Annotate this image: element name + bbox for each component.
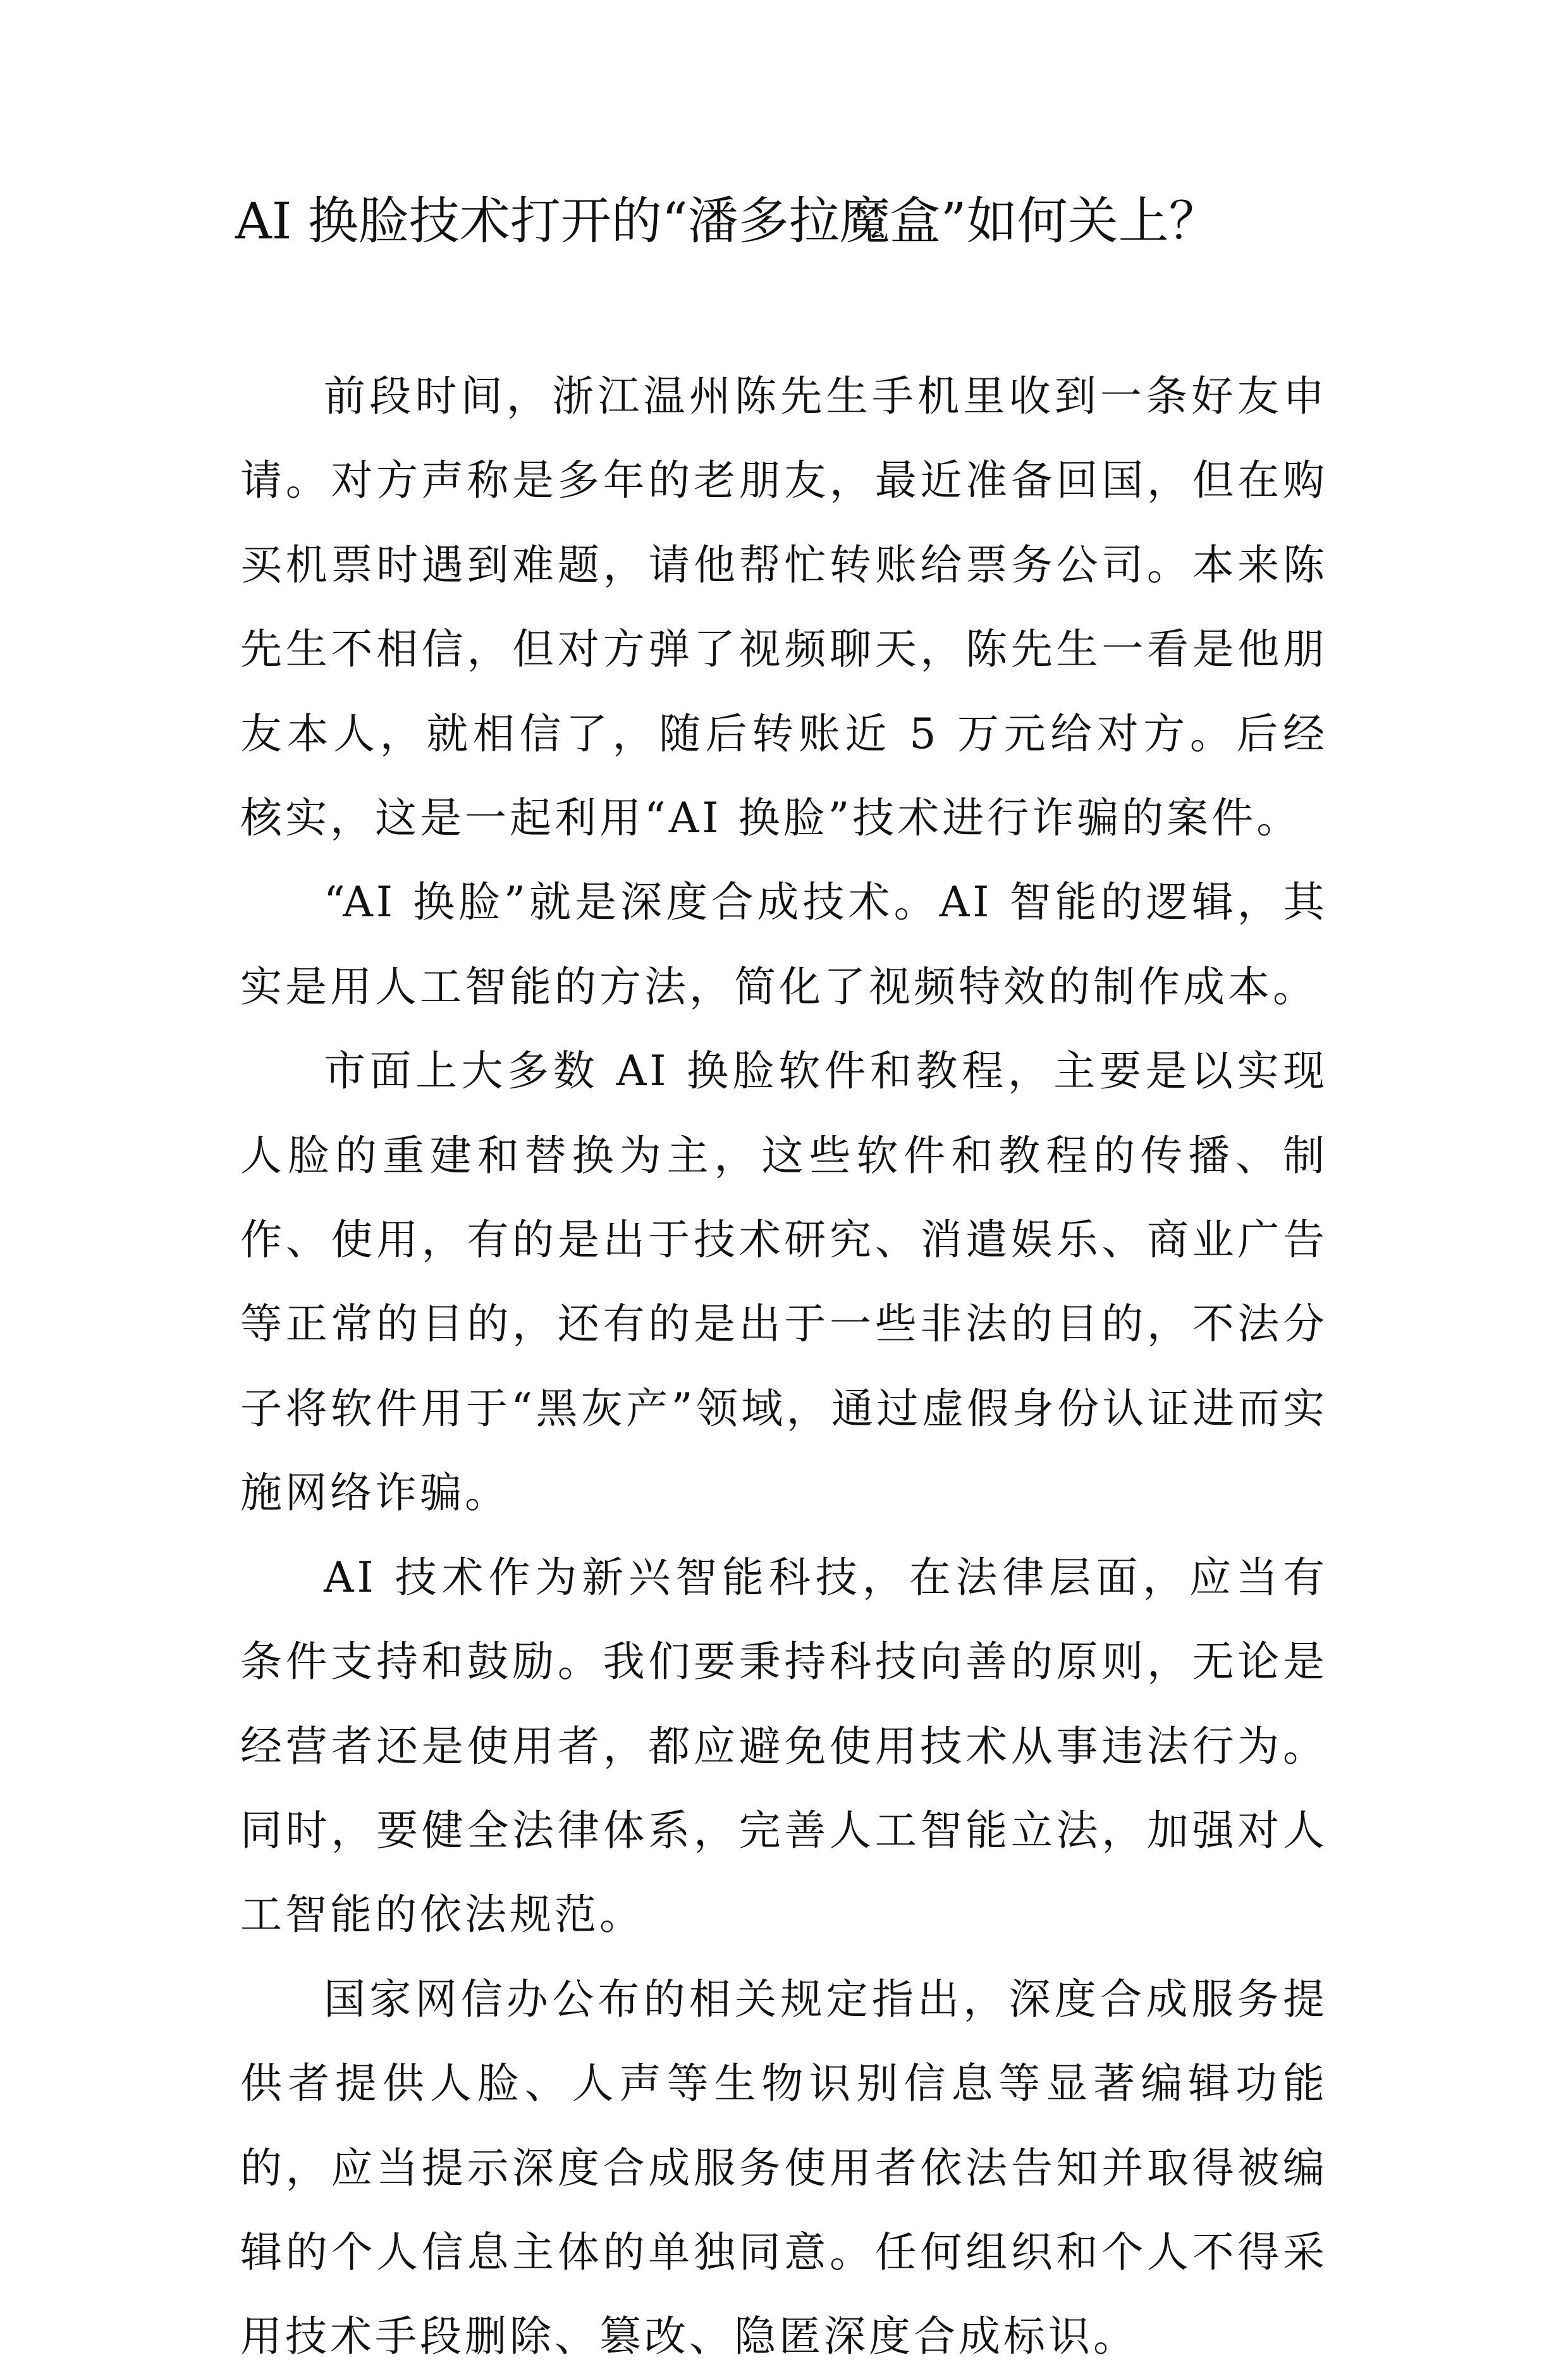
paragraph-5: 国家网信办公布的相关规定指出，深度合成服务提供者提供人脸、人声等生物识别信息等显著编辑功能的，应当提示深度合成服务使用者依法告知并取得被编辑的个人信息主体的单独同意。任何组织和个人不得采用技术手段删除、篡改、隐匿深度合成标识。 (240, 1974, 1328, 2361)
document-body (240, 354, 1328, 2379)
paragraph-1: 前段时间，浙江温州陈先生手机里收到一条好友申请。对方声称是多年的老朋友，最近准备回国，但在购买机票时遇到难题，请他帮忙转账给票务公司。本来陈先生不相信，但对方弹了视频聊天，陈先生一看是他朋友本人，就相信了，随后转账近 5 万元给对方。后经核实，这是一起利用“AI 换脸”技术进行诈骗的案件。 (240, 372, 1328, 843)
paragraph-2: “AI 换脸”就是深度合成技术。AI 智能的逻辑，其实是用人工智能的方法，简化了视频特效的制作成本。 (240, 878, 1328, 1011)
paragraph-3: 市面上大多数 AI 换脸软件和教程，主要是以实现人脸的重建和替换为主，这些软件和教程的传播、制作、使用，有的是出于技术研究、消遣娱乐、商业广告等正常的目的，还有的是出于一些非法的目的，不法分子将软件用于“黑灰产”领域，通过虚假身份认证进而实施网络诈骗。 (240, 1047, 1328, 1518)
document-title: AI 换脸技术打开的“潘多拉魔盒”如何关上？ (235, 192, 1220, 250)
paragraph-4: AI 技术作为新兴智能科技，在法律层面，应当有条件支持和鼓励。我们要秉持科技向善的原则，无论是经营者还是使用者，都应避免使用技术从事违法行为。同时，要健全法律体系，完善人工智能立法，加强对人工智能的依法规范。 (240, 1552, 1328, 1939)
